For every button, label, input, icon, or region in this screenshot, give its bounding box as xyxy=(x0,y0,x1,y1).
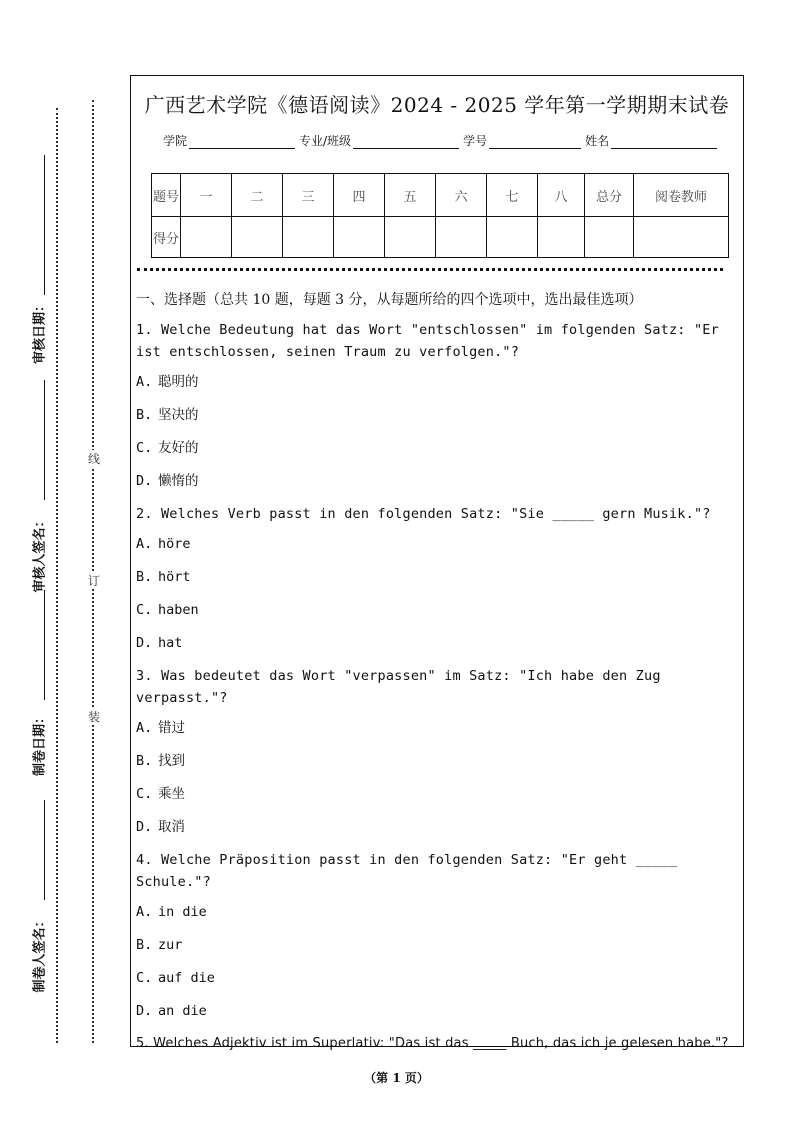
question-4 xyxy=(136,849,738,1033)
margin-dotted-line-left xyxy=(56,108,58,1043)
option-a[interactable]: A. in die xyxy=(136,904,207,920)
score-cell[interactable] xyxy=(634,217,729,258)
option-c[interactable]: C. auf die xyxy=(136,970,215,986)
exam-frame xyxy=(130,75,744,1051)
college-label: 学院 xyxy=(163,134,188,148)
score-cell[interactable] xyxy=(436,217,487,258)
score-cell[interactable] xyxy=(283,217,334,258)
reviewer-signature-line xyxy=(44,380,45,500)
score-cell[interactable] xyxy=(181,217,232,258)
seal-char-ding: 订 xyxy=(88,574,101,588)
score-col-2: 二 xyxy=(232,174,283,217)
question-5 xyxy=(136,1033,738,1055)
question-text: 2. Welches Verb passt in den folgenden Satz: "Sie _____ gern Musik."? xyxy=(136,506,711,522)
score-col-3: 三 xyxy=(283,174,334,217)
score-col-5: 五 xyxy=(385,174,436,217)
option-c[interactable]: C. 友好的 xyxy=(136,440,199,456)
score-table xyxy=(151,173,729,258)
score-cell[interactable] xyxy=(538,217,585,258)
score-cell[interactable] xyxy=(232,217,283,258)
score-col-7: 七 xyxy=(487,174,538,217)
score-cell[interactable] xyxy=(585,217,634,258)
score-table-row1-label: 题号 xyxy=(152,174,181,217)
score-col-4: 四 xyxy=(334,174,385,217)
name-label: 姓名 xyxy=(585,134,610,148)
college-field[interactable] xyxy=(189,136,295,149)
seal-char-zhuang: 装 xyxy=(88,710,101,724)
section-heading: 一、选择题（总共 10 题，每题 3 分，从每题所给的四个选项中，选出最佳选项） xyxy=(136,292,643,308)
question-3 xyxy=(136,665,738,849)
paper-date-line xyxy=(44,590,45,700)
question-2 xyxy=(136,503,738,665)
page-footer: （第 1 页） xyxy=(364,1071,429,1085)
score-cell[interactable] xyxy=(334,217,385,258)
option-b[interactable]: B. hört xyxy=(136,569,191,585)
questions-area xyxy=(136,289,738,1063)
score-cell[interactable] xyxy=(385,217,436,258)
question-text: 1. Welche Bedeutung hat das Wort "entschlossen" im folgenden Satz: "Er ist entschlossen, seinen Traum zu verfolgen."? xyxy=(136,322,719,360)
option-d[interactable]: D. hat xyxy=(136,635,183,651)
paper-maker-signature-line xyxy=(44,800,45,900)
option-b[interactable]: B. 坚决的 xyxy=(136,407,199,423)
name-field[interactable] xyxy=(611,136,717,149)
score-col-total: 总分 xyxy=(585,174,634,217)
review-date-line xyxy=(44,155,45,295)
option-d[interactable]: D. 取消 xyxy=(136,819,185,835)
review-date-label: 审核日期： xyxy=(32,299,48,365)
exam-title: 广西艺术学院《德语阅读》2024 - 2025 学年第一学期期末试卷 xyxy=(144,93,730,117)
student-no-label: 学号 xyxy=(463,134,488,148)
option-b[interactable]: B. 找到 xyxy=(136,753,185,769)
student-info-row xyxy=(163,132,721,149)
paper-maker-signature-label: 制卷人签名： xyxy=(32,914,48,993)
score-col-6: 六 xyxy=(436,174,487,217)
score-col-1: 一 xyxy=(181,174,232,217)
major-label: 专业/班级 xyxy=(299,134,352,148)
option-a[interactable]: A. 聪明的 xyxy=(136,374,199,390)
question-1 xyxy=(136,319,738,503)
score-col-grader: 阅卷教师 xyxy=(634,174,729,217)
option-d[interactable]: D. 懒惰的 xyxy=(136,473,199,489)
question-text: 3. Was bedeutet das Wort "verpassen" im Satz: "Ich habe den Zug verpasst."? xyxy=(136,668,661,706)
seal-char-xian: 线 xyxy=(88,452,101,466)
option-b[interactable]: B. zur xyxy=(136,937,183,953)
option-a[interactable]: A. 错过 xyxy=(136,720,185,736)
score-col-8: 八 xyxy=(538,174,585,217)
major-field[interactable] xyxy=(353,136,459,149)
paper-date-label: 制卷日期： xyxy=(32,711,48,777)
score-cell[interactable] xyxy=(487,217,538,258)
option-d[interactable]: D. an die xyxy=(136,1003,207,1019)
question-text: 5. Welches Adjektiv ist im Superlativ: "Das ist das _____ Buch, das ich je gelesen habe."? xyxy=(136,1036,729,1051)
dotted-separator xyxy=(137,268,723,271)
student-no-field[interactable] xyxy=(489,136,581,149)
question-text: 4. Welche Präposition passt in den folgenden Satz: "Er geht _____ Schule."? xyxy=(136,852,678,890)
score-table-row2-label: 得分 xyxy=(152,217,181,258)
option-a[interactable]: A. höre xyxy=(136,536,191,552)
reviewer-signature-label: 审核人签名： xyxy=(32,514,48,593)
option-c[interactable]: C. 乘坐 xyxy=(136,786,185,802)
option-c[interactable]: C. haben xyxy=(136,602,199,618)
